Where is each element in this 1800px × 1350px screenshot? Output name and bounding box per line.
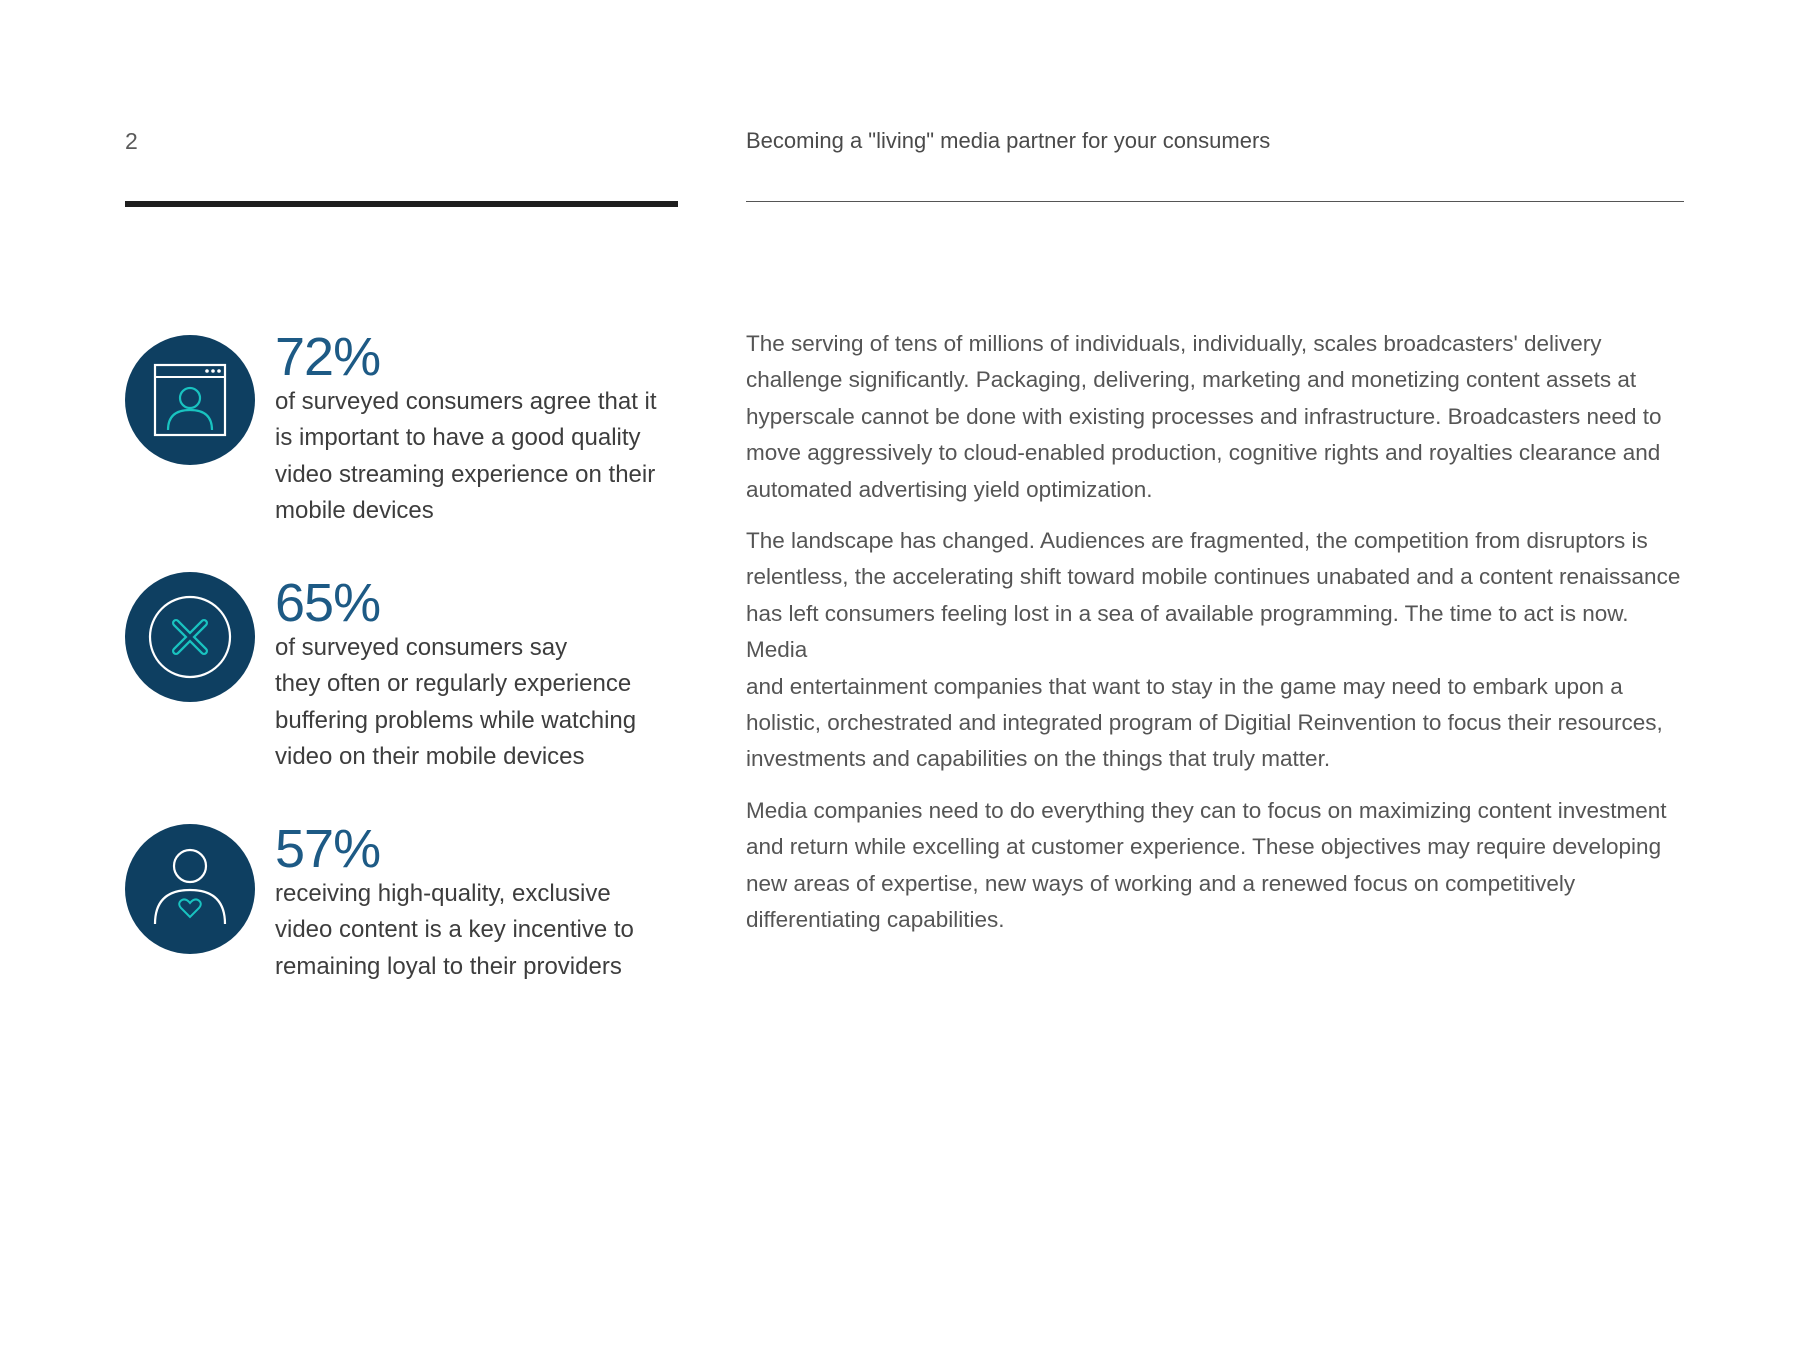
user-heart-icon-graphic	[125, 824, 255, 954]
browser-window-user-icon-graphic	[125, 335, 255, 465]
stat-value: 72%	[275, 327, 381, 387]
right-column-rule	[746, 201, 1684, 202]
running-title: Becoming a "living" media partner for your consumers	[746, 128, 1271, 153]
body-text	[746, 326, 1686, 954]
page-number: 2	[125, 128, 138, 154]
stat-description: of surveyed consumers say they often or regularly experience buffering problems while watching video on their mobile devices	[275, 634, 637, 771]
x-circle-icon-graphic	[125, 572, 255, 702]
stat-description: receiving high-quality, exclusive video content is a key incentive to remaining loyal to their providers	[275, 880, 634, 980]
browser-window-user-icon	[125, 335, 255, 465]
user-heart-icon	[125, 824, 255, 954]
body-paragraph: The serving of tens of millions of individuals, individually, scales broadcasters' delivery challenge significantly. Packaging, delivering, marketing and monetizing content assets at hyperscale cannot be done with existing processes and infrastructure. Broadcasters need to move aggressively to cloud-enabled production, cognitive rights and royalties clearance and automated advertising yield optimization.	[746, 331, 1662, 502]
body-paragraph: Media companies need to do everything they can to focus on maximizing content investment and return while excelling at customer experience. These objectives may require developing new areas of expertise, new ways of working and a renewed focus on competitively differentiating capabilities.	[746, 797, 1667, 933]
stat-value: 57%	[275, 819, 381, 879]
body-paragraph: The landscape has changed. Audiences are fragmented, the competition from disruptors is relentless, the accelerating shift toward mobile continues unabated and a content renaissance has left consumers feeling lost in a sea of available programming. The time to act is now. Media and entertainment companies that want to stay in the game may need to embark upon a holistic, orchestrated and integrated program of Digitial Reinvention to focus their resources, investments and capabilities on the things that truly matter.	[746, 528, 1681, 772]
stat-description: of surveyed consumers agree that it is important to have a good quality video streaming experience on their mobile devices	[275, 388, 657, 525]
x-circle-icon	[125, 572, 255, 702]
stat-value: 65%	[275, 573, 381, 633]
left-column-rule	[125, 201, 678, 207]
